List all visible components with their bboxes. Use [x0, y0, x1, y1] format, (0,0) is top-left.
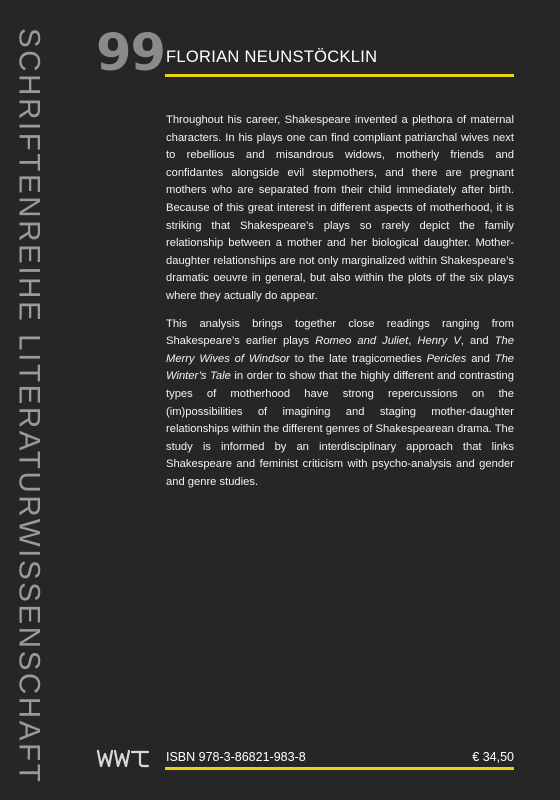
author-name: FLORIAN NEUNSTÖCKLIN	[166, 48, 378, 66]
bottom-accent-rule	[165, 767, 514, 770]
title-merry-wives: The Merry Wives of Windsor	[166, 335, 514, 365]
series-title: SCHRIFTENREIHE LITERATURWISSENSCHAFT	[12, 28, 46, 785]
title-pericles: Pericles	[426, 352, 467, 365]
blurb-paragraph-1: Throughout his career, Shakespeare invented a plethora of maternal characters. In his plays one can find compliant patriarchal wives next to rebellious and misandrous widows, motherly friends and confidantes alongside evil stepmothers, and there are pregnant mothers who are separated from their child immediately after birth. Because of this great interest in different aspects of motherhood, it is striking that Shakespeare’s plays so rarely depict the family relationship between a mother and her biological daughter. Mother-daughter relationships are not only marginalized within Shakespeare’s dramatic oeuvre in general, but also within the plots of the six plays where they actually do appear.	[166, 114, 514, 302]
blurb-text	[166, 112, 514, 501]
title-romeo-and-juliet: Romeo and Juliet	[315, 335, 409, 348]
title-winters-tale: The Winter’s Tale	[166, 352, 515, 383]
price: € 34,50	[472, 750, 514, 764]
top-accent-rule	[165, 74, 514, 77]
title-henry-v: Henry V	[417, 335, 461, 348]
volume-number: 99	[96, 24, 165, 83]
isbn: ISBN 978-3-86821-983-8	[166, 750, 306, 764]
blurb-paragraph-2: This analysis brings together close readings ranging from Shakespeare’s earlier plays Romeo and Juliet, Henry V, and The Merry Wives of Windsor to the late tragicomedies Pericles and The Winter’s Tale in order to show that the highly different and contrasting types of motherhood have strong repercussions on the (im)possibilities of imagining and staging mother-daughter relationships within the different genres of Shakespearean drama. The study is informed by an interdisciplinary approach that links Shakespeare and feminist criticism with psycho-analysis and gender and genre studies.	[166, 317, 515, 488]
publisher-logo-icon	[96, 747, 152, 769]
